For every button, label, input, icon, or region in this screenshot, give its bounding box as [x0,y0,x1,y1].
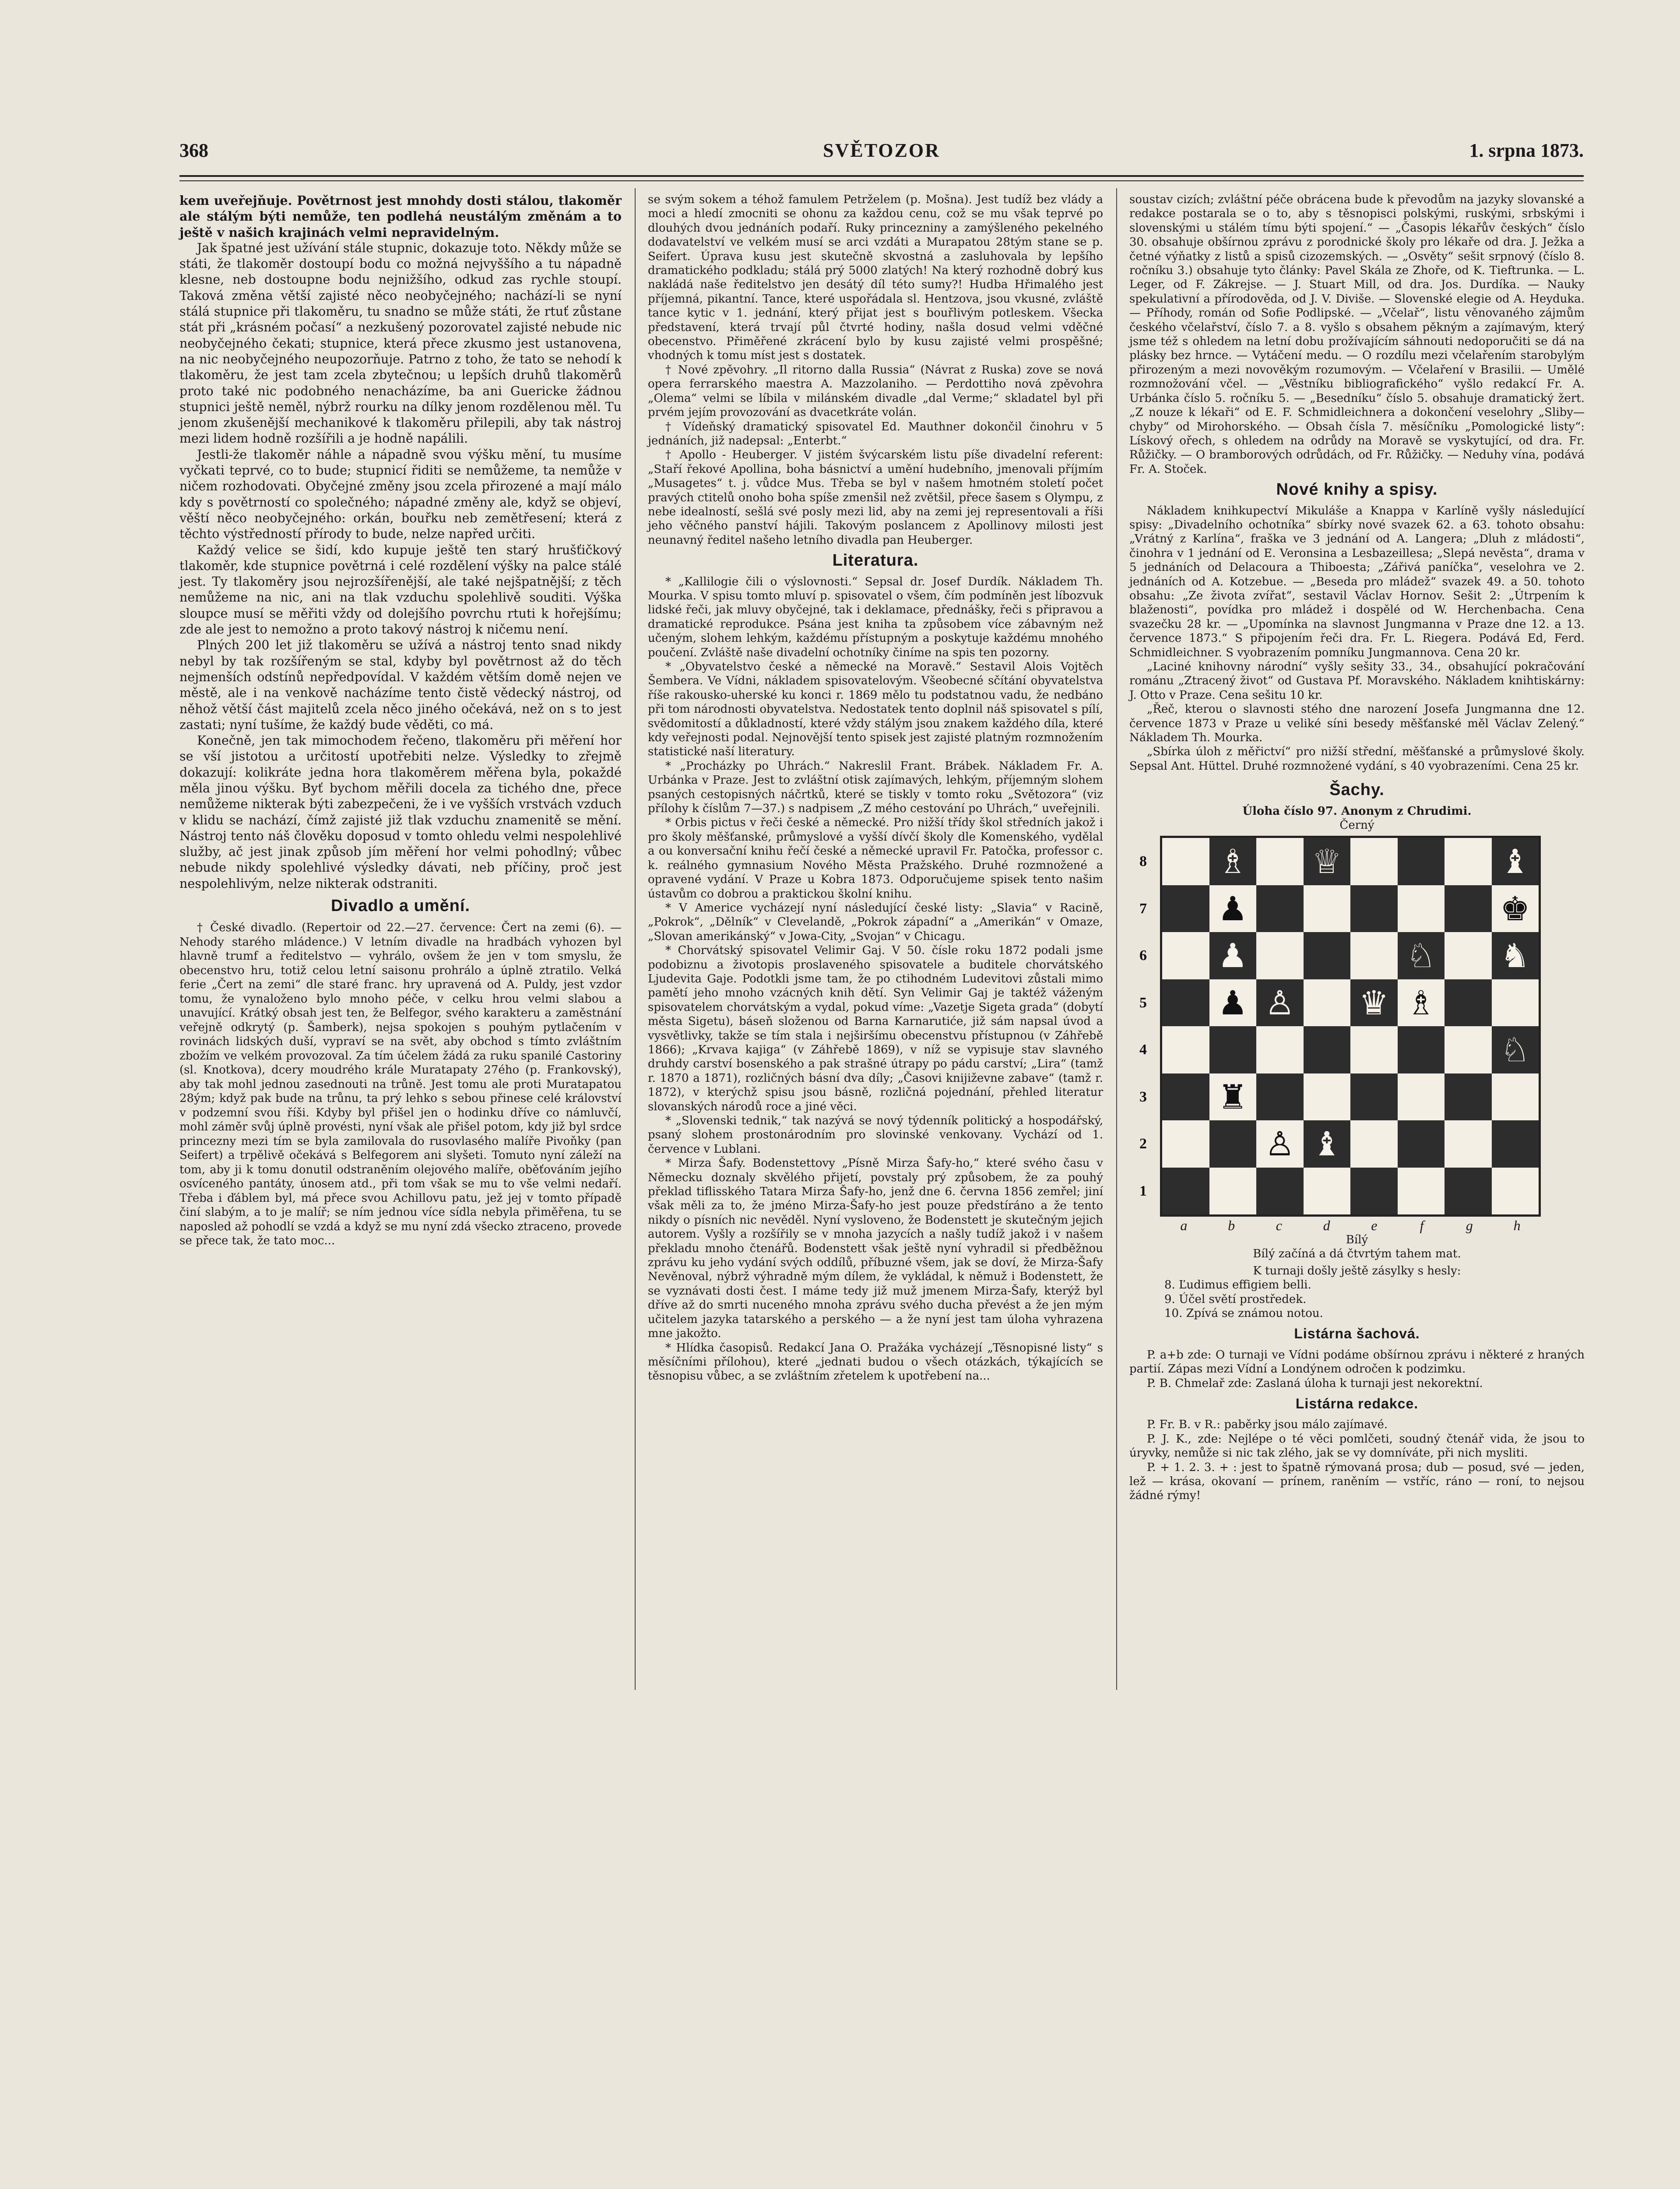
board-square [1445,885,1492,933]
tournament-entry: 9. Účel světí prostředek. [1164,1292,1307,1306]
board-square [1139,979,1209,1027]
col3-paragraph: P. a+b zde: O turnaji ve Vídni podáme obšírnou zprávu i některé z hraných partií. Zápas mezi Vídní a Londýnem odročen k podzimku. [1129,1348,1585,1376]
board-square [1398,1120,1445,1168]
board-square [1209,932,1257,979]
section-title-chess: Šachy. [1329,781,1385,799]
chess-piece-icon: ♟ [1218,983,1248,1022]
board-square [1350,838,1398,885]
col3-paragraph: P. Fr. B. v R.: paběrky jsou málo zajímavé. [1147,1418,1388,1432]
board-square [1304,838,1351,885]
board-rank-label: 7 [1139,900,1147,917]
board-file-labels [1160,1218,1541,1232]
chess-board [1139,836,1541,1217]
header-rule [179,175,1584,177]
board-square [1139,932,1209,979]
col2-paragraph: * „Slovenski tednik,“ tak nazývá se nový týdenník politický a hospodářský, psaný slohem prostonárodním pro slovinské venkovany. Vychází od 1. července v Lublani. [648,1114,1103,1156]
header-rule-thin [179,180,1584,181]
board-file-label: d [1323,1218,1330,1234]
board-square [1209,1168,1257,1215]
board-rank-label: 2 [1139,1136,1147,1152]
board-square [1350,1073,1398,1121]
board-square [1492,1120,1539,1168]
col2-paragraph: * Chorvátský spisovatel Velimir Gaj. V 50. čísle roku 1872 podali jsme podobiznu a životopis proslaveného spisovatele a buditele chorvátského Ljudevita Gaje. Podotkli jsme tam, že po ctihodném Ludevitovi zůstali mimo pamětí jeho mnoho vzácných knih dětí. Syn Velimir Gaj je taktéž váženým spisovatelem chorvátským a vydal, pokud víme: „Vazetje Sigeta grada“ (dobytí města Sigetu), báseň složenou od Barna Karnarutiće, již sám napsal úvod a vysvětlivky, takže se tím stala i nejširšímu obecenstvu přístupnou (v Záhřebě 1866); „Krvava kajiga“ (v Záhřebě 1869), v níž se vypisuje stav slavného druhdy carství bosenského a pak strašné útrapy po pádu carství; „Lira“ (tamž r. 1870 a 1871), rozličných básní dva díly; „Časovi knijiževne zabave“ (tamž r. 1872), v kterýchž spisu jsou básně, rozličná pojednání, přehled literatur slovanských národů roce a jiné věci. [648,944,1103,1113]
col3-paragraph: P. J. K., zde: Nejlépe o té věci pomlčeti, soudný čtenář vida, že jsou to úryvky, nemůže si nic tak zlého, jak se vy domníváte, při nich mysliti. [1129,1432,1585,1460]
board-square [1350,979,1398,1027]
board-square [1304,1168,1351,1215]
chess-piece-icon: ♜ [1218,1077,1248,1116]
board-square [1209,1026,1257,1073]
masthead-title: SVĚTOZOR [823,140,940,161]
col1-paragraph: Každý velice se šidí, kdo kupuje ještě ten starý hrušťičkový tlakoměr, kde stupnice povětrná i celé rozdělení výšky na palce stálé jest. Ty tlakoměry jsou nejrozšířenější, ale také nejšpatnější; z těch nemůžeme na nic, ani na tlak vzduchu spolehlivě souditi. Výška sloupce musí se měřiti vždy od dolejšího povrchu rtuti k hořejšímu; zde ale jest to nemožno a proto takový nástroj k ničemu není. [179,542,622,637]
board-square [1139,1168,1209,1215]
board-square [1492,979,1539,1027]
board-square [1445,1073,1492,1121]
board-file-label: g [1466,1218,1473,1234]
col3-paragraph: P. + 1. 2. 3. + : jest to špatně rýmovaná prosa; dub — posud, své — jeden, lež — krása, okovaní — prínem, raněním — vstříc, ráno — roní, to nejsou žádné rýmy! [1129,1461,1585,1503]
col1-paragraph: Konečně, jen tak mimochodem řečeno, tlakoměru při měření hor se vší jistotou a určitostí upotřebiti nelze. Výsledky to zřejmě dokazují: kolikráte jedna hora tlakoměrem měřena byla, pokaždé měla jinou výšku. Byť bychom měřili docela za tichého dne, přece nemůžeme nikterak býti zabezpečeni, že i ve vyšších vrstvách vzduch v klidu se nachází, čímž zajisté již tlak vzduchu znamenitě se mění. Nástroj tento náš člověku doposud v tomto ohledu velmi nespolehlivé služby, ač jest jinak způsob jím měření hor velmi pohodlný; vůbec nebude nikdy spolehlivé výsledky dávati, neb příčiny, proč jest nespolehlivým, nelze nikterak odstraniti. [179,733,622,891]
board-square [1209,885,1257,933]
col2-paragraph: * „Procházky po Uhrách.“ Nakreslil Frant. Brábek. Nákladem Fr. A. Urbánka v Praze. Jest to zvláštní otisk zajímavých, lehkým, příjemným slohem psaných cestopisných náčrtků, které se tiskly v tomto roku „Světozora“ (viz přílohy k číslům 7—37.) s nadpisem „Z mého cestování po Uhrách,“ uveřejnili. [648,759,1103,816]
board-square [1209,838,1257,885]
black-side-label: Černý [1339,819,1374,832]
board-file-label: b [1228,1218,1235,1234]
column-3 [1129,193,1585,1503]
chess-piece-icon: ♝ [1312,1124,1342,1164]
col3-paragraph: „Sbírka úloh z měřictví“ pro nižší střední, měšťanské a průmyslové školy. Sepsal Ant. Hüttel. Druhé rozmnožené vydání, s 40 vyobrazeními. Cena 25 kr. [1129,745,1585,773]
board-square [1398,979,1445,1027]
board-square [1398,885,1445,933]
tournament-entry: 10. Zpívá se známou notou. [1164,1306,1323,1320]
col2-paragraph: † Vídeňský dramatický spisovatel Ed. Mauthner dokončil činohru v 5 jednáních, již nadepsal: „Enterbt.“ [648,420,1103,447]
col2-paragraph: * „Kallilogie čili o výslovnosti.“ Sepsal dr. Josef Durdík. Nákladem Th. Mourka. V spisu tomto mluví p. spisovatel o všem, čím podmíněn jest líbozvuk lidské řeči, jak mluvy obyčejné, tak i deklamace, přednášky, řeči s připravou a dramatické reprodukce. Psána jest kniha ta způsobem více zábavným než učeným, slohem lehkým, každému přístupným a poskytuje každému mnohého poučení. Zvláště naše divadelní ochotníky činíme na spis ten pozorny. [648,575,1103,659]
board-square [1139,1026,1209,1073]
board-square [1256,885,1304,933]
board-square [1256,838,1304,885]
board-square [1256,979,1304,1027]
chess-piece-icon: ♚ [1500,889,1530,928]
column-rule-1 [635,188,636,1690]
board-square [1445,979,1492,1027]
page-number: 368 [179,140,208,161]
board-square [1209,1073,1257,1121]
section-title-literature: Literatura. [832,551,919,570]
board-square [1209,979,1257,1027]
chess-piece-icon: ♛ [1359,983,1389,1022]
col1-paragraph: Jestli-že tlakoměr náhle a nápadně svou výšku mění, tu musíme vyčkati teprvé, co to bude; stupnicí řiditi se nemůžeme, ta nemůže v ničem rozhodovati. Obyčejné změny jsou zcela přirozené a mají málo kdy s povětrností co společného; nápadné změny ale, když se objeví, věští něco neobyčejného: orkán, bouřku neb zemětřesení; která z těchto výstředností přírody to bude, nelze napřed určiti. [179,447,622,542]
board-square [1492,1168,1539,1215]
board-square [1492,838,1539,885]
board-square [1398,1168,1445,1215]
chess-piece-icon: ♟ [1218,889,1248,928]
col3-paragraph: „Řeč, kterou o slavnosti stého dne narození Josefa Jungmanna dne 12. července 1873 v Praze u veliké síni besedy měšťanské měl Václav Zelený.“ Nákladem Th. Mourka. [1129,703,1585,745]
col2-paragraph: † Apollo - Heuberger. V jistém švýcarském listu píše divadelní referent: „Staří řekové Apollina, boha básnictví a umění hudebního, jmenovali příjmím „Musagetes“ t. j. vůdce Mus. Třeba se byl v našem hmotném století počet pravých ctitelů onoho boha spíše zmenšil než zvětšil, přece šasem s Olympu, z nebe idealností, sešlá své posly mezi lid, aby na zemi jej representovali a říši jeho věčného panství hájili. Takovým poslancem z Apollinovy milosti jest neunavný ředitel našeho letního divadla pan Heuberger. [648,448,1103,547]
board-square [1256,1120,1304,1168]
chess-problem-title: Úloha číslo 97. Anonym z Chrudimi. [1242,804,1472,818]
board-file-label: a [1180,1218,1188,1234]
col2-paragraph: se svým sokem a téhož famulem Petrželem (p. Mošna). Jest tudíž bez vlády a moci a hledí zmocniti se ohonu za každou cenu, což se mu však teprvé po dlouhých dvou jednáních podaří. Ruky princezniny a zamýšleného pekelného dodavatelství ve velkém musí se arci vzdáti a Murapatou 28tým stane se p. Seifert. Úprava kusu jest skutečně skvostná a zasluhovala by lepšího dramatického podkladu; stálá prý 5000 zlatých! Na který rozhodně dobrý kus nakládá naše ředitelstvo jen desátý díl této sumy?! Hudba Hřimalého jest příjemná, pikantní. Tance, které uspořádala sl. Hentzova, jsou vkusné, zvláště tance kytic v 1. jednání, který přijat jest s bouřlivým potleskem. Všecka představení, která trvají půl čtvrté hodiny, našla dosud velmi vděčné obecenstvo. Přiměřené zkrácení bylo by kusu zajisté velmi prospěšné; vhodných k tomu míst jest s dostatek. [648,193,1103,362]
col2-paragraph: * Mirza Šafy. Bodenstettovy „Písně Mirza Šafy-ho,“ které svého času v Německu doznaly skvělého přijetí, povstaly prý způsobem, že za pouhý překlad tiflisského Tatara Mirza Šafy-ho, jenž dne 6. června 1856 zemřel; jiní však měli za to, že jméno Mirza-Šafy-ho jest pouze předstíráno a že tento nikdy o písních nic nevěděl. Nyní vysloveno, že Bodenstett je skutečným jejich autorem. Vyšly a rozšířily se v mnoha jazycích a našly tudíž jakož i v našem překladu mnoho čtenářů. Bodenstett však ještě nyní vyhradil si předběžnou zprávu ku jeho vydání svých oddílů, příbuzné všem, jak se doví, že Mirza-Šafy Nevěnoval, nýbrž výhradně mým dílem, že vykládal, k němuž i Bodenstett, že se vyznávati dosti čest. I máme tedy již muž jmenem Mirza-Šafy, kterýž byl dříve až do smrti nuceného mnoha zprávu svého ducha převést a že jen mým učitelem jazyka tatarského a perského — a že nyní jest tam úloha vyhrazena mne jakožto. [648,1157,1103,1341]
col3-paragraph: Nákladem knihkupectví Mikuláše a Knappa v Karlíně vyšly následující spisy: „Divadelního ochotníka“ sbírky nové svazek 62. a 63. tohoto obsahu: „Vrátný z Karlína“, fraška ve 3 jednání od A. Langera; „Dluh z mládosti“, činohra v 1 jednání od E. Veronsina a Lesbazeillesa; „Slepá nevěsta“, drama v 5 jednáních od Delacoura a Thiboesta; „Zářivá paníčka“, veselohra ve 2. jednáních od A. Kotzebue. — „Beseda pro mládež“ svazek 49. a 50. tohoto obsahu: „Ze života zvířat“, sestavil Václav Hornov. Sešit 2: „Útrpením k blaženosti“, povídka pro mládež i dospělé od W. Herchenbacha. Cena svazečku 28 kr. — „Upomínka na slavnost Jungmanna v Praze dne 12. a 13. července 1873.“ S připojením řeči dra. Fr. L. Riegera. Podává Ed, Ferd. Schmidleichner. S vyobrazením pomníku Jungmannova. Cena 20 kr. [1129,504,1585,659]
board-file-label: e [1371,1218,1378,1234]
board-square [1256,1168,1304,1215]
board-square [1304,1073,1351,1121]
board-square [1445,932,1492,979]
col3-paragraph: soustav cizích; zvláštní péče obrácena bude k převodům na jazyky slovanské a redakce postarala se o to, aby s těsnopisci polskými, ruskými, srbskými i slovenskými u stálém tímu býti spojení.“ — „Časopis lékařův českých“ číslo 30. obsahuje obšírnou zprávu z porodnické školy pro lékaře od dra. J. Ježka a četné výňatky z listů a spisů cizozemských. — „Osvěty“ sešit srpnový (číslo 8. ročníku 3.) obsahuje tyto články: Pavel Skála ze Zhoře, od K. Tieftrunka. — L. Leger, od F. Zákrejse. — J. Stuart Mill, od dra. Jos. Durdíka. — Nauky spekulativní a přírodověda, od J. V. Diviše. — Slovenské elegie od A. Heyduka. — Příhody, román od Sofie Podlipské. — „Včelař“, listu věnovaného zájmům českého včelařství, číslo 7. a 8. vyšlo s obsahem pěkným a zajímavým, který jsme též s ohledem na letní dobu prožívajícím sáhnouti nedoporučiti se dá na plásky bez hrnce. — Vytáčení medu. — O rozdílu mezi včelařením starobylým přirozeným a mezi novověkým rozumovým. — Včelaření v Brasilii. — Umělé rozmnožování včel. — „Věstníku bibliografického“ vyšlo redakcí Fr. A. Urbánka číslo 5. ročníku 5. — „Besedníku“ číslo 5. obsahuje dramatický žert. „Z nouze k lékaři“ od E. F. Schmidleichnera a dokončení veselohry „Sliby—chyby“ od Mirohorského. — Obsah čísla 7. měsíčníku „Pomologické listy“: Lískový ořech, s ohledem na odrůdy na Moravě se vyskytující, od dra. Fr. Růžičky. — O bramborových odrůdách, od Fr. Růžičky. — Neduhy vína, podává Fr. A. Stoček. [1129,193,1585,476]
col1-paragraph: kem uveřejňuje. Povětrnost jest mnohdy dosti stálou, tlakoměr ale stálým býti nemůže, ten podlehá neustálým změnám a to ještě v našich krajinách velmi nepravidelným. [179,193,622,240]
tournament-intro: K turnaji došly ještě zásylky s hesly: [1253,1264,1461,1278]
board-square [1139,1073,1209,1121]
section-title-chess-letters: Listárna šachová. [1294,1326,1420,1342]
board-square [1492,932,1539,979]
col2-paragraph: * Hlídka časopisů. Redakcí Jana O. Pražáka vycházejí „Těsnopisné listy“ s měsíčními přílohou), které „jednati budou o všech otázkách, týkajících se těsnopisu vůbec, a se zvláštním zřetelem k upotřebení na... [648,1341,1103,1383]
tournament-entry: 8. Ľudimus effigiem belli. [1164,1278,1311,1292]
chess-piece-icon: ♗ [1406,983,1436,1022]
board-square [1304,1026,1351,1073]
board-square [1492,885,1539,933]
board-square [1492,1026,1539,1073]
section-title-new-books: Nové knihy a spisy. [1276,480,1438,499]
chess-piece-icon: ♙ [1265,1124,1295,1164]
board-square [1350,1120,1398,1168]
board-square [1256,1073,1304,1121]
col2-paragraph: * „Obyvatelstvo české a německé na Moravě.“ Sestavil Alois Vojtěch Šembera. Ve Vídni, nákladem spisovatelovým. Všeobecné sčítání obyvatelstva říše rakousko-uherské ku konci r. 1869 mělo tu podstatnou vadu, že nedbáno při tom národnosti obyvatelstva. Nedostatek tento doplnil náš spisovatel s pílí, svědomitostí a důkladností, které vždy stálým jsou znakem každého díla, které kdy veřejnosti podal. Nejnovější tento spisek jest zajisté platným rozmnožením statistické naší literatury. [648,660,1103,759]
column-1 [179,193,622,1248]
col1-paragraph: † České divadlo. (Repertoir od 22.—27. července: Čert na zemi (6). — Nehody starého mládence.) V letním divadle na hradbách vyhozen byl hlavně trumf a ředitelstvo — vyhrálo, ovšem že jen v tom smyslu, že obecenstvo hru, totiž celou letní saisonu prohrálo a úplně ztratilo. Velká ferie „Čert na zemi“ dle staré franc. hry upravená od A. Puldy, jest vzdor tomu, že vynaloženo bylo mnoho péče, v celku hrou velmi slabou a unavující. Krátký obsah jest ten, že Belfegor, svého karakteru a zaměstnání veřejně odkrytý (p. Šamberk), nejsa spokojen s pouhým pytlačením v rovinách lidských duší, vypraví se na svět, aby obchod s tímto zvláštním zbožím ve velkém provozoval. Za tím účelem žádá za ruku spanilé Castoriny (sl. Knotkova), dcery moudrého krále Muratapaty 27ého (p. Frankovský), aby tak mohl jednou zasednouti na trůně. Jest tomu ale proti Muratapatou 28ým; když pak bude na trůnu, ta prý lehko s sebou přinese celé království v podzemní svou říši. Kdyby byl přišel jen o hodinku dříve co námluvčí, mohl záměr svůj úplně provésti, nyní však ale přišel potom, kdy již byl srdce princezny mezi tím se byla zamilovala do rusovlasého malíře Pivoňky (pan Seifert) a trpělivě očekává s Belfegorem ani slyšeti. Tomuto nyní záleží na tom, aby ji k tomu donutil odstraněním olejového malíře, oběťováním jejího osvíceného pantáty, únosem atd., při tom však se mu to vše velmi nedaří. Třeba i ďáblem byl, má přece svou Achillovu patu, jež jej v tomto případě činí slabým, a to je malíř; se ním jednou více sídla nebyla přiměřena, tu se naposled až pohodlí se vzdá a když se mu nyní zdá všecko ztraceno, provede se přece tak, že tato moc... [179,921,622,1248]
col2-paragraph: * V Americe vycházejí nyní následující české listy: „Slavia“ v Racině, „Pokrok“, „Dělník“ v Clevelandě, „Pokrok západní“ a „Amerikán“ v Omaze, „Slovan amerikánský“ v Jowa-City, „Svojan“ v Chicagu. [648,901,1103,943]
board-square [1398,1026,1445,1073]
board-square [1350,932,1398,979]
board-square [1398,1073,1445,1121]
chess-task: Bílý začíná a dá čtvrtým tahem mat. [1253,1247,1461,1261]
board-square [1304,1120,1351,1168]
column-2 [648,193,1103,1383]
board-rank-label: 3 [1139,1088,1147,1105]
section-title-theatre: Divadlo a umění. [331,897,470,915]
chess-piece-icon: ♘ [1500,1030,1530,1070]
board-square [1350,1168,1398,1215]
chess-piece-icon: ♗ [1218,842,1248,881]
board-rank-label: 5 [1139,994,1147,1011]
issue-date: 1. srpna 1873. [1469,140,1584,161]
board-square [1445,1026,1492,1073]
board-rank-label: 8 [1139,853,1147,870]
board-square [1492,1073,1539,1121]
col3-paragraph: P. B. Chmelař zde: Zaslaná úloha k turnaji jest nekorektní. [1147,1376,1483,1390]
board-square [1445,838,1492,885]
chess-piece-icon: ♙ [1265,983,1295,1022]
board-file-label: c [1276,1218,1282,1234]
board-square [1139,838,1209,885]
board-square [1209,1120,1257,1168]
col3-paragraph: „Laciné knihovny národní“ vyšly sešity 33., 34., obsahující pokračování románu „Ztracený život“ od Gustava Pf. Moravského. Nákladem knihtiskárny: J. Otto v Praze. Cena sešitu 10 kr. [1129,660,1585,702]
board-square [1256,1026,1304,1073]
board-square [1445,1168,1492,1215]
chess-piece-icon: ♞ [1500,936,1530,975]
col2-paragraph: * Orbis pictus v řeči české a německé. Pro nižší třídy škol středních jakož i pro školy měšťanské, průmyslové a vyšší dívčí školy dle Komenského, vydělal a ou konversační knihu řečí české a německé upravil Fr. Patočka, professor c. k. reálného gymnasium Nového Města Pražského. Druhé rozmnožené a opravené vydání. V Praze u Kobra 1873. Odporučujeme spisek tento našim ústavům co dobrou a praktickou školní knihu. [648,816,1103,901]
chess-piece-icon: ♝ [1500,842,1530,881]
chess-piece-icon: ♟ [1218,936,1248,975]
section-title-editorial-letters: Listárna redakce. [1295,1395,1419,1411]
chess-piece-icon: ♕ [1312,842,1342,881]
col1-paragraph: Plných 200 let již tlakoměru se užívá a nástroj tento snad nikdy nebyl by tak rozšířeným se stal, kdyby byl povětrnost až do těch nejmenších odstínů nepředpovídal. V každém větším domě nejen ve městě, ale i na venkově nacházíme tento čistě vědecký nástroj, od něhož větší část majitelů zcela něco jiného očekává, než on s to jest zastati; nyní tušíme, že každý bude věděti, co má. [179,638,622,732]
col2-paragraph: † Nové zpěvohry. „Il ritorno dalla Russia“ (Návrat z Ruska) zove se nová opera ferrarského maestra A. Mazzolaniho. — Perdottiho nová zpěvohra „Olema“ velmi se líbila v milánském divadle „dal Verme;“ skladatel byl při prvém jejím provozování as dvacetkráte volán. [648,363,1103,419]
chess-piece-icon: ♘ [1406,936,1436,975]
col1-paragraph: Jak špatné jest užívání stále stupnic, dokazuje toto. Někdy může se státi, že tlakoměr dostoupí bodu co možná nejvyššího a tu nápadně klesne, neb dostoupne bodu nejnižšího, odkud zas rychle stoupí. Taková změna větší zajisté něco neobyčejného; nachází-li se nyní stálá stupnice při tlakoměru, tu snadno se může státi, že rtuť zůstane stát při „krásném počasí“ a nezkušený pozorovatel zajisté nebude nic neobyčejného čekati; stupnice, která přece zkusmo jest ustanovena, na nic neobyčejného neupozorňuje. Patrno z toho, že tato se nehodí k tlakoměru, že jest tam zcela zbytečnou; u lepších druhů tlakoměrů proto také nic podobného nenacházíme, ba ani Guericke žádnou stupnici ještě neměl, nýbrž rourku na dílky jenom rozdělenou měl. Tu jenom zkušenější mechanikové k tlakoměru přilepili, aby tak nástroj mezi lidem hodně rozšířili a je hodně napálili. [179,240,622,446]
board-square [1304,979,1351,1027]
board-square [1350,1026,1398,1073]
board-rank-label: 1 [1139,1182,1147,1199]
board-square [1256,932,1304,979]
white-side-label: Bílý [1346,1233,1368,1246]
board-square [1398,838,1445,885]
board-square [1445,1120,1492,1168]
board-square [1304,932,1351,979]
board-square [1304,885,1351,933]
board-square [1139,1120,1209,1168]
board-square [1350,885,1398,933]
page-header [179,139,1584,170]
board-square [1398,932,1445,979]
board-square [1139,885,1209,933]
board-rank-label: 6 [1139,947,1147,964]
column-rule-2 [1116,188,1117,1690]
board-file-label: h [1513,1218,1521,1234]
board-file-label: f [1420,1218,1424,1234]
board-rank-label: 4 [1139,1042,1147,1058]
